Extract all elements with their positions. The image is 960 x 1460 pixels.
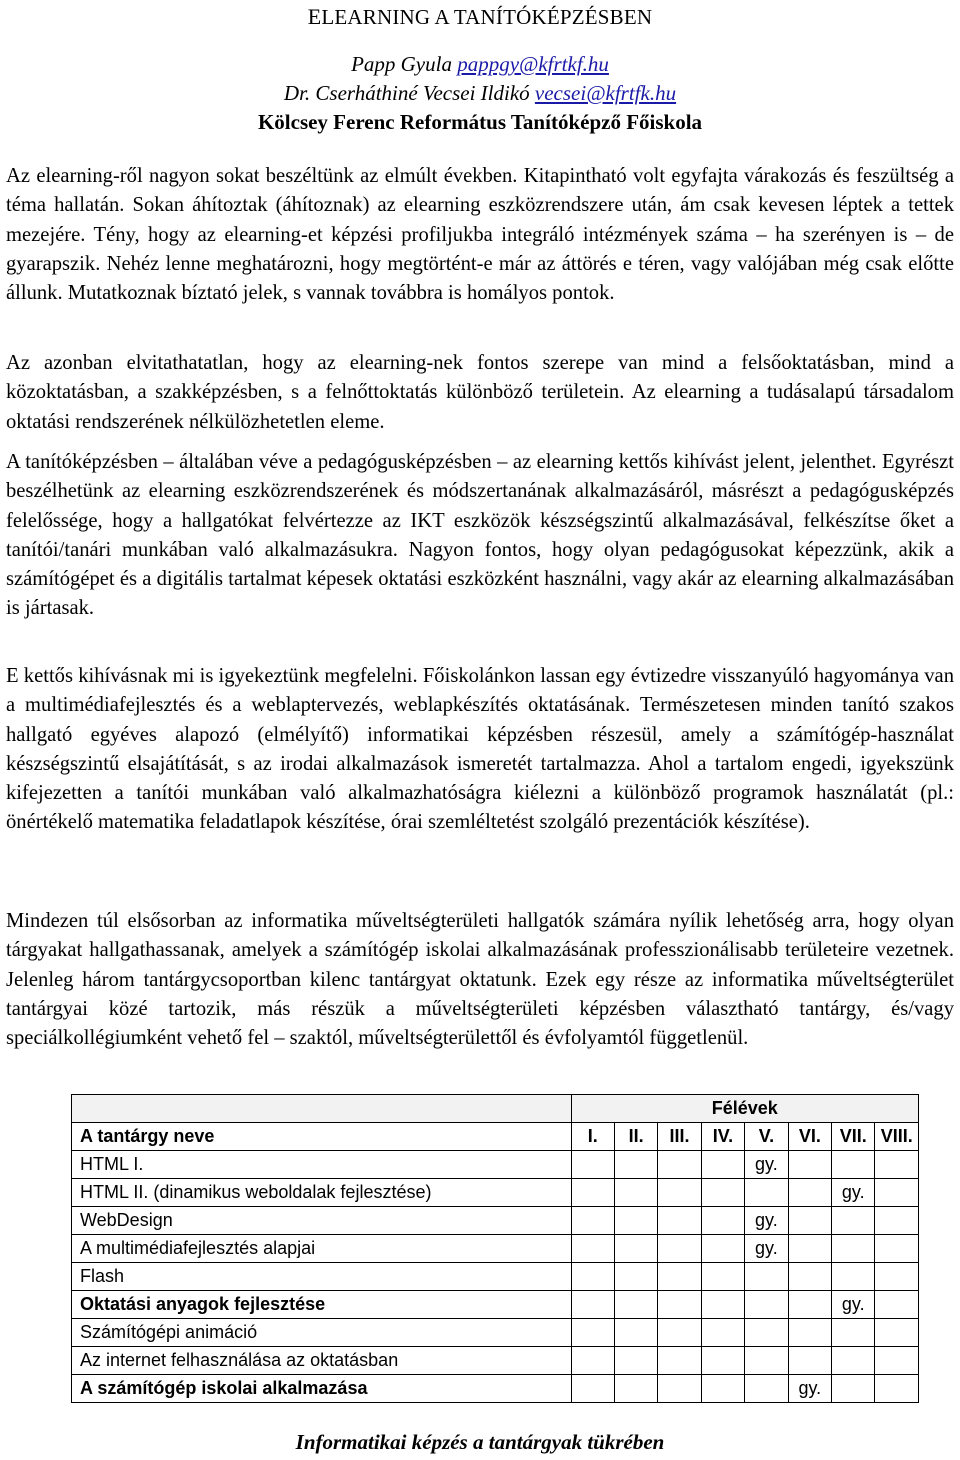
- table-header-row-semesters: [72, 1095, 919, 1123]
- subject-name-cell: A számítógép iskolai alkalmazása: [72, 1375, 572, 1403]
- semester-mark-cell: [658, 1263, 701, 1291]
- semester-mark-cell: [571, 1347, 614, 1375]
- semester-mark-cell: [745, 1263, 788, 1291]
- semester-mark-cell: [614, 1179, 657, 1207]
- paragraph-1: Az elearning-ről nagyon sokat beszéltünk az elmúlt években. Kitapintható volt egyfajta várakozás és feszültség a téma hallatán. Sokan áhítoztak (áhítoznak) az elearning eszközrendszere után, ám csak kevesen léptek a tettek mezejére. Tény, hogy az elearning-et képzési profiljukba integráló intézmények száma – ha szerényen is – de gyarapszik. Nehéz lenne meghatározni, hogy megtörtént-e már az áttörés e téren, vagy valójában még csak előtte állunk. Mutatkoznak bíztató jelek, s vannak továbbra is homályos pontok.: [6, 165, 954, 305]
- semester-mark-cell: [571, 1151, 614, 1179]
- semester-mark-cell: [614, 1263, 657, 1291]
- table-caption: Informatikai képzés a tantárgyak tükrében: [295, 1430, 665, 1454]
- semester-mark-cell: [614, 1207, 657, 1235]
- semester-mark-cell: [745, 1179, 788, 1207]
- semester-mark-cell: [701, 1263, 744, 1291]
- paragraph-5: Mindezen túl elsősorban az informatika műveltségterületi hallgatók számára nyílik lehetőség arra, hogy olyan tárgyakat hallgathassanak, amelyek a számítógép iskolai alkalmazásának professzionálisabb területeire vezetnek. Jelenleg három tantárgycsoportban kilenc tantárgyat oktatunk. Ezek egy része az informatika műveltségterület tantárgyai közé tartozik, más részük a műveltségterületi képzésben választható tantárgy, és/vagy speciálkollégiumként vehető fel – szaktól, műveltségterülettől és évfolyamtól függetlenül.: [6, 910, 954, 1050]
- semester-mark-cell: [875, 1179, 919, 1207]
- semester-mark-cell: [788, 1291, 831, 1319]
- table-row: [72, 1263, 919, 1291]
- semester-mark-cell: [571, 1235, 614, 1263]
- semester-mark-cell: [832, 1235, 875, 1263]
- semester-mark-cell: [614, 1375, 657, 1403]
- semester-mark-cell: [875, 1375, 919, 1403]
- semester-mark-cell: [788, 1263, 831, 1291]
- semester-mark-cell: [571, 1375, 614, 1403]
- subject-name-cell: Az internet felhasználása az oktatásban: [72, 1347, 572, 1375]
- title-initial: E: [307, 4, 322, 29]
- semester-mark-cell: [832, 1319, 875, 1347]
- semester-mark-cell: [745, 1347, 788, 1375]
- semester-mark-cell: [875, 1263, 919, 1291]
- document-title: [0, 4, 960, 30]
- semester-mark-cell: [832, 1151, 875, 1179]
- semester-mark-cell: [701, 1319, 744, 1347]
- paragraph-4: E kettős kihívásnak mi is igyekeztünk megfelelni. Főiskolánkon lassan egy évtizedre visszanyúló hagyománya van a multimédiafejlesztés és a weblaptervezés, weblapkészítés oktatásának. Természetesen minden tanító szakos hallgató egyéves alapozó (elmélyítő) informatikai képzésben részesül, amely a számítógép-használat készségszintű elsajátítását, s az irodai alkalmazások ismeretét tartalmazza. Ahol a tartalom engedi, igyekszünk kifejezetten a tanítói munkában való alkalmazhatóságra kiélezni a különböző programok használatát (pl.: önértékelő matematika feladatlapok készítése, órai szemléltetést szolgáló prezentációk készítése).: [6, 665, 954, 834]
- semester-mark-cell: [745, 1319, 788, 1347]
- semester-mark-cell: [832, 1347, 875, 1375]
- table-row: [72, 1319, 919, 1347]
- table-header-blank: [72, 1095, 572, 1123]
- semester-mark-cell: gy.: [745, 1151, 788, 1179]
- author-1-email-link[interactable]: pappgy@kfrtkf.hu: [457, 52, 609, 76]
- paragraph-3: A tanítóképzésben – általában véve a pedagógusképzésben – az elearning kettős kihívást jelent, jelenthet. Egyrészt beszélhetünk az elearning eszközrendszerének és módszertanának alkalmazásáról, másrészt a pedagógusképzés felelőssége, hogy a hallgatókat felvértezze az IKT eszközök készségszintű alkalmazásával, felkészítse őket a tanítói/tanári munkában való alkalmazásukra. Nagyon fontos, hogy olyan pedagógusokat képezzünk, akik a számítógépet és a digitális tartalmat képesek oktatási eszközként használni, vagy akár az elearning alkalmazásában is jártasak.: [6, 451, 954, 620]
- semester-mark-cell: [614, 1291, 657, 1319]
- semester-mark-cell: [788, 1235, 831, 1263]
- semester-mark-cell: [701, 1207, 744, 1235]
- semester-mark-cell: [658, 1291, 701, 1319]
- semester-mark-cell: [571, 1319, 614, 1347]
- semester-mark-cell: [875, 1151, 919, 1179]
- semester-mark-cell: gy.: [745, 1207, 788, 1235]
- semester-mark-cell: [701, 1347, 744, 1375]
- semester-mark-cell: [658, 1151, 701, 1179]
- semester-mark-cell: [832, 1375, 875, 1403]
- semester-header-cell: II.: [614, 1123, 657, 1151]
- subject-name-cell: WebDesign: [72, 1207, 572, 1235]
- title-text: LEARNING A TANÍTÓKÉPZÉSBEN: [321, 5, 653, 29]
- table-row: [72, 1375, 919, 1403]
- semester-mark-cell: [658, 1375, 701, 1403]
- subject-name-cell: Számítógépi animáció: [72, 1319, 572, 1347]
- semester-mark-cell: [832, 1207, 875, 1235]
- semester-mark-cell: [788, 1179, 831, 1207]
- table-row: [72, 1291, 919, 1319]
- semester-header-cell: VIII.: [875, 1123, 919, 1151]
- table-row: [72, 1151, 919, 1179]
- semester-mark-cell: [832, 1263, 875, 1291]
- subjects-table: [71, 1094, 919, 1403]
- subject-name-cell: HTML II. (dinamikus weboldalak fejlesztése): [72, 1179, 572, 1207]
- institution-name: Kölcsey Ferenc Református Tanítóképző Főiskola: [257, 110, 703, 134]
- table-row: [72, 1179, 919, 1207]
- semester-mark-cell: [614, 1151, 657, 1179]
- semester-header-cell: VII.: [832, 1123, 875, 1151]
- semester-mark-cell: [788, 1151, 831, 1179]
- subject-name-cell: HTML I.: [72, 1151, 572, 1179]
- semester-header-cell: V.: [745, 1123, 788, 1151]
- semester-mark-cell: [571, 1263, 614, 1291]
- semester-mark-cell: [788, 1207, 831, 1235]
- semester-header-cell: IV.: [701, 1123, 744, 1151]
- semester-mark-cell: [788, 1347, 831, 1375]
- paragraph-2: Az azonban elvitathatatlan, hogy az elearning-nek fontos szerepe van mind a felsőoktatásban, mind a közoktatásban, a szakképzésben, s a felnőttoktatás különböző területein. Az elearning a tudásalapú társadalom oktatási rendszerének nélkülözhetetlen eleme.: [6, 352, 954, 433]
- semester-mark-cell: [745, 1291, 788, 1319]
- semester-mark-cell: [658, 1347, 701, 1375]
- semester-mark-cell: [788, 1319, 831, 1347]
- subject-name-cell: Oktatási anyagok fejlesztése: [72, 1291, 572, 1319]
- semester-mark-cell: [701, 1235, 744, 1263]
- semester-mark-cell: [701, 1151, 744, 1179]
- semester-mark-cell: [571, 1179, 614, 1207]
- semester-mark-cell: [875, 1319, 919, 1347]
- semester-mark-cell: [875, 1291, 919, 1319]
- author-2-name: Dr. Cserháthiné Vecsei Ildikó: [283, 81, 535, 105]
- semester-mark-cell: [658, 1319, 701, 1347]
- subject-name-cell: A multimédiafejlesztés alapjai: [72, 1235, 572, 1263]
- semester-mark-cell: [571, 1207, 614, 1235]
- semester-mark-cell: [745, 1375, 788, 1403]
- table-row: [72, 1207, 919, 1235]
- semester-mark-cell: [701, 1375, 744, 1403]
- semester-mark-cell: [701, 1179, 744, 1207]
- semester-mark-cell: gy.: [788, 1375, 831, 1403]
- semester-mark-cell: gy.: [745, 1235, 788, 1263]
- semester-mark-cell: [875, 1235, 919, 1263]
- semester-mark-cell: [658, 1235, 701, 1263]
- semester-mark-cell: [658, 1179, 701, 1207]
- table-header-row-subjects: [72, 1123, 919, 1151]
- semester-mark-cell: gy.: [832, 1179, 875, 1207]
- semester-mark-cell: [658, 1207, 701, 1235]
- author-2-email-link[interactable]: vecsei@kfrtfk.hu: [534, 81, 677, 105]
- semester-mark-cell: [875, 1207, 919, 1235]
- semesters-header: Félévek: [571, 1095, 919, 1123]
- table-row: [72, 1235, 919, 1263]
- semester-header-cell: VI.: [788, 1123, 831, 1151]
- author-line-2: [0, 81, 960, 106]
- semester-mark-cell: [571, 1291, 614, 1319]
- semester-mark-cell: [875, 1347, 919, 1375]
- author-1-name: Papp Gyula: [351, 52, 458, 76]
- semester-mark-cell: [614, 1347, 657, 1375]
- semester-mark-cell: [614, 1319, 657, 1347]
- semester-mark-cell: [701, 1291, 744, 1319]
- semester-header-cell: III.: [658, 1123, 701, 1151]
- semester-mark-cell: [614, 1235, 657, 1263]
- subject-name-cell: Flash: [72, 1263, 572, 1291]
- subject-name-header: A tantárgy neve: [72, 1123, 572, 1151]
- table-row: [72, 1347, 919, 1375]
- semester-header-cell: I.: [571, 1123, 614, 1151]
- author-line-1: [0, 52, 960, 77]
- semester-mark-cell: gy.: [832, 1291, 875, 1319]
